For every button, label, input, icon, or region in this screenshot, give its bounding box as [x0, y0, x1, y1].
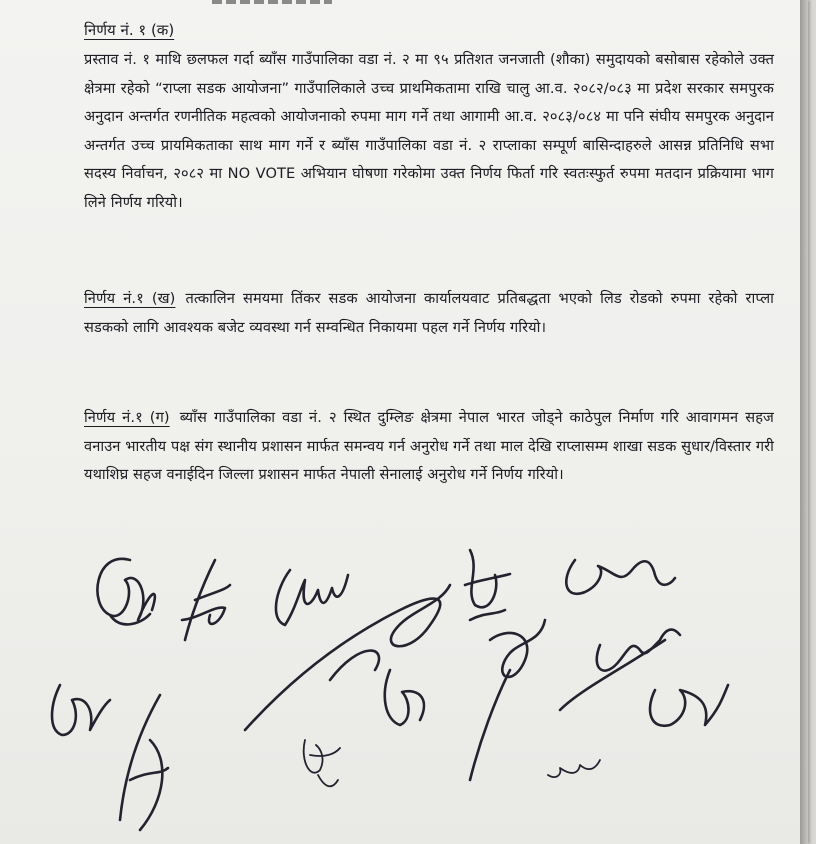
decision-1-kha-heading: निर्णय नं.१ (ख): [84, 290, 176, 307]
decision-1-ka-body: प्रस्ताव नं. १ माथि छलफल गर्दा ब्याँस गाउँपालिका वडा नं. २ मा ९५ प्रतिशत जनजाती (शौका) समुदायको बसोबास रहेकोले उक्त क्षेत्रमा रहेको “राप्ला सडक आयोजना” गाउँपालिकाले उच्च प्राथमिकतामा राखि चालु आ.व. २०८२/०८३ मा प्रदेश सरकार समपुरक अनुदान अन्तर्गत रणनीतिक महत्वको आयोजनाको रुपमा माग गर्ने तथा आगामी आ.व. २०८३/०८४ मा पनि संघीय समपुरक अनुदान अन्तर्गत उच्च प्रायमिकताका साथ माग गर्ने र ब्याँस गाउँपालिका वडा नं. २ राप्लाका सम्पूर्ण बासिन्दाहरुले आसन्न प्रतिनिधि सभा सदस्य निर्वाचन, २०८२ मा NO VOTE अभियान घोषणा गरेकोमा उक्त निर्णय फिर्ता गरि स्वतःस्फुर्त रुपमा मतदान प्रक्रियामा भाग लिने निर्णय गरियो।: [84, 51, 774, 211]
signature-14: [548, 760, 600, 777]
decision-1-ga-heading: निर्णय नं.१ (ग): [84, 409, 170, 426]
signature-6: [566, 560, 675, 594]
signatures-svg: [0, 530, 808, 844]
signature-7: [52, 685, 110, 735]
signature-10: [560, 630, 680, 710]
decision-1-kha-paragraph: [84, 285, 774, 342]
signature-area: [0, 530, 808, 844]
decision-1-kha-body: तत्कालिन समयमा तिंकर सडक आयोजना कार्यालयवाट प्रतिबद्धता भएको लिड रोडको रुपमा रहेको राप्ला सडकको लागि आवश्यक बजेट व्यवस्था गर्न सम्वन्धित निकायमा पहल गर्ने निर्णय गरियो।: [84, 290, 774, 336]
signature-9: [470, 620, 545, 780]
decision-1-ga-paragraph: [84, 404, 774, 490]
cropped-previous-line: [212, 0, 332, 4]
signature-13: [304, 740, 340, 786]
decision-1-ga-body: ब्याँस गाउँपालिका वडा नं. २ स्थित दुम्लिङ क्षेत्रमा नेपाल भारत जोड्ने काठेपुल निर्माण गरि आवागमन सहज वनाउन भारतीय पक्ष संग स्थानीय प्रशासन मार्फत समन्वय गर्न अनुरोध गर्ने तथा माल देखि राप्लासम्म शाखा सडक सुधार/विस्तार गरी यथाशिघ्र सहज वनाईदिन जिल्ला प्रशासन मार्फत नेपाली सेनालाई अनुरोध गर्ने निर्णय गरियो।: [84, 409, 774, 483]
decision-1-ka-heading: निर्णय नं. १ (क): [84, 21, 175, 39]
page-edge-shadow: [800, 0, 808, 844]
signature-12: [650, 685, 728, 726]
signature-5: [465, 550, 510, 620]
signature-1: [97, 559, 154, 625]
signature-11: [385, 670, 424, 725]
signature-2: [182, 560, 230, 640]
signature-3: [276, 570, 348, 625]
signature-8: [120, 695, 168, 830]
